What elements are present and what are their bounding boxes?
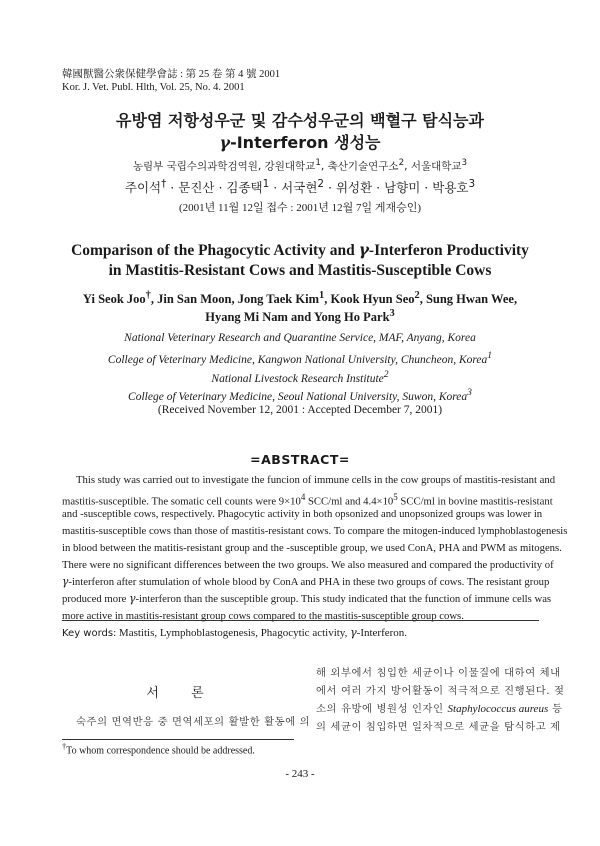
korean-affiliations	[0, 158, 600, 174]
abstract-line: mastitis-susceptible cows than those of mastitis-resistant cows. To compare the mitogen-induced lymphoblastogenesis	[62, 525, 568, 537]
author-name: · 서국현	[269, 180, 318, 196]
keywords-label: Key words	[62, 628, 114, 639]
abstract-text: produced more	[62, 593, 130, 605]
author-name: , Kook Hyun Seo	[324, 292, 415, 307]
author-sup: 3	[389, 308, 395, 319]
keywords	[62, 626, 407, 639]
author-name: Hyang Mi Nam and Yong Ho Park	[205, 310, 390, 325]
body-text: 등	[548, 703, 563, 715]
title-text: Comparison of the Phagocytic Activity and	[71, 242, 359, 259]
affiliation-4	[0, 387, 600, 403]
affiliation-3	[0, 369, 600, 385]
affiliation-sup: 1	[487, 350, 493, 361]
abstract-line	[62, 575, 550, 589]
author-name: · 문진산 · 김종택	[166, 180, 263, 196]
abstract-line: in blood between the matitis-resistant group and the -susceptible group, we used ConA, PHA and PWM as mitogens.	[62, 542, 562, 554]
gamma-symbol: γ	[129, 592, 136, 605]
introduction-heading: 서 론	[146, 686, 218, 701]
dagger-mark: †	[161, 178, 167, 190]
korean-title-line2	[0, 130, 600, 153]
journal-citation-korean: 韓國獸醫公衆保健學會誌 : 第 25 卷 第 4 號 2001	[62, 69, 281, 80]
english-title-line2: in Mastitis-Resistant Cows and Mastitis-Susceptible Cows	[108, 262, 492, 279]
body-text: 소의 유방에 병원성 인자인	[316, 703, 448, 715]
author-name: Yi Seok Joo	[82, 292, 146, 307]
korean-title-line2-text: -Interferon 생성능	[230, 133, 381, 152]
affiliation-2	[0, 350, 600, 366]
english-authors-line1	[0, 290, 600, 307]
abstract-line	[62, 490, 553, 509]
affiliation-text: College of Veterinary Medicine, Seoul National University, Suwon, Korea	[128, 390, 468, 403]
author-sup: 3	[468, 178, 476, 190]
author-name: · 위성환 · 남향미 · 박용호	[324, 180, 469, 196]
title-text: -Interferon Productivity	[368, 242, 529, 259]
abstract-heading: =ABSTRACT=	[250, 452, 350, 467]
keywords-text: -Interferon.	[356, 627, 408, 639]
received-accepted-dates: (Received November 12, 2001 : Accepted December 7, 2001)	[157, 404, 443, 416]
abstract-text: SCC/ml and 4.4×10	[305, 495, 394, 508]
abstract-line: more active in mastitis-resistant group cows compared to the mastitis-susceptible group cows.	[62, 610, 464, 622]
body-text-line	[316, 700, 563, 718]
author-sup: 2	[414, 290, 420, 301]
journal-citation-english: Kor. J. Vet. Publ. Hlth, Vol. 25, No. 4. 2001	[62, 82, 245, 93]
dagger-mark: †	[62, 742, 67, 751]
abstract-line: and -susceptible cows, respectively. Phagocytic activity in both opsonized and unopsonized groups was lower in	[62, 508, 543, 520]
abstract-line	[62, 592, 552, 606]
korean-authors	[0, 178, 600, 196]
author-sup: 2	[317, 178, 325, 190]
english-title-line1	[0, 240, 600, 260]
gamma-symbol: γ	[62, 575, 69, 588]
dagger-mark: †	[145, 290, 151, 301]
abstract-text: -interferon than the susceptible group. This study indicated that the function of immune cells was	[135, 593, 552, 605]
abstract-line: This study was carried out to investigate the funcion of immune cells in the cow groups of mastitis-resistant and	[76, 474, 556, 486]
body-text-line: 의 세균이 침입하면 일차적으로 세균을 탐식하고 제	[316, 721, 561, 733]
affiliation-sup: 3	[461, 158, 468, 168]
abstract-text: -interferon after stumulation of whole blood by ConA and PHA in these two groups of cows. The resistant group	[68, 576, 550, 588]
abstract-text: mastitis-susceptible. The somatic cell counts were 9×10	[62, 495, 301, 508]
affiliation-text: , 축산기술연구소	[320, 160, 399, 173]
english-authors-line2	[0, 308, 600, 325]
gamma-symbol: γ	[350, 626, 357, 639]
abstract-line: There were no significant differences between the two groups. We also measured and compared the productivity of	[62, 559, 554, 571]
body-text-line: 에서 여러 가지 방어활동이 적극적으로 진행된다. 젖	[316, 685, 565, 697]
affiliation-sup: 2	[383, 369, 389, 380]
gamma-symbol: γ	[219, 133, 231, 152]
page-number: - 243 -	[285, 768, 315, 780]
abstract-divider	[62, 620, 539, 621]
abstract-text: SCC/ml in bovine mastitis-resistant	[397, 495, 553, 508]
body-text-line: 해 외부에서 침입한 세균이나 이물질에 대하여 체내	[316, 667, 561, 679]
affiliation-1: National Veterinary Research and Quarantine Service, MAF, Anyang, Korea	[124, 332, 476, 344]
author-name: , Sung Hwan Wee,	[419, 292, 518, 307]
affiliation-text: College of Veterinary Medicine, Kangwon National University, Chuncheon, Korea	[107, 353, 488, 366]
footnote-divider	[62, 739, 294, 740]
affiliation-text: 농림부 국립수의과학검역원, 강원대학교	[132, 160, 316, 173]
author-sup: 1	[318, 290, 325, 301]
author-name: , Jin San Moon, Jong Taek Kim	[150, 292, 319, 307]
footnote-text: To whom correspondence should be addressed.	[66, 745, 255, 757]
affiliation-text: , 서울대학교	[404, 160, 462, 173]
affiliation-sup: 2	[398, 158, 405, 168]
exponent: 4	[300, 492, 306, 502]
affiliation-sup: 1	[315, 158, 321, 168]
keywords-text: : Mastitis, Lymphoblastogenesis, Phagocytic activity,	[113, 627, 351, 639]
footnote	[62, 742, 255, 756]
author-sup: 1	[262, 178, 270, 190]
exponent: 5	[393, 492, 398, 502]
species-name: Staphylococcus aureus	[447, 703, 549, 715]
korean-title-line1: 유방염 저항성우군 및 감수성우군의 백혈구 탐식능과	[116, 111, 484, 130]
affiliation-sup: 3	[467, 387, 472, 398]
affiliation-text: National Livestock Research Institute	[211, 372, 384, 385]
gamma-symbol: γ	[358, 240, 369, 259]
body-text-line: 숙주의 면역반응 중 면역세포의 활발한 활동에 의	[76, 716, 311, 728]
korean-received-dates: (2001년 11월 12일 접수 : 2001년 12월 7일 게재승인)	[179, 202, 421, 214]
author-name: 주이석	[124, 180, 162, 196]
